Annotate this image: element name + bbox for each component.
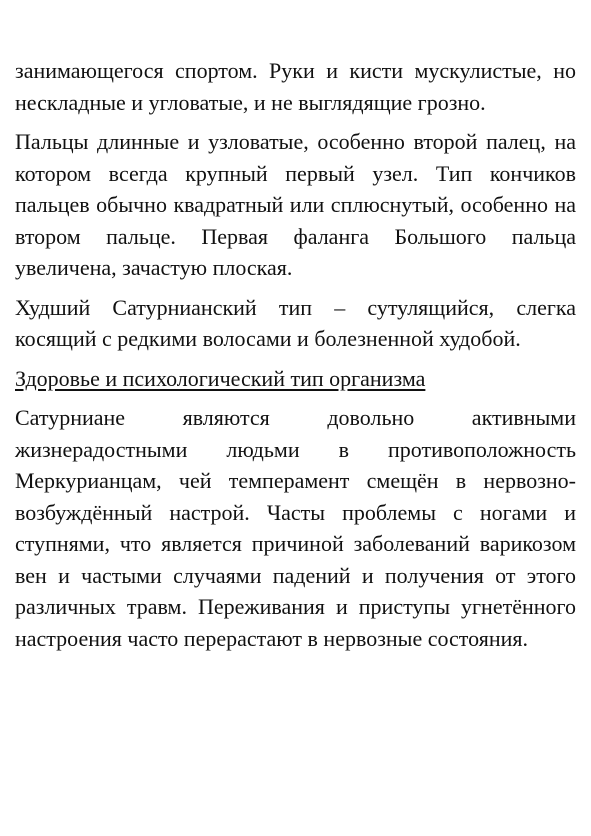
section-heading: Здоровье и психологический тип организма bbox=[15, 365, 426, 391]
paragraph-health: Сатурниане являются довольно активными жизнерадостными людьми в противоположность Меркурианцам, чей темперамент смещён в нервозно-возбуждённый настрой. Часты проблемы с ногами и ступнями, что является причиной заболеваний варикозом вен и частыми случаями падений и получения от этого различных травм. Переживания и приступы угнетённого настроения часто перерастают в нервозные состояния. bbox=[15, 405, 576, 651]
paragraph-fingers: Пальцы длинные и узловатые, особенно второй палец, на котором всегда крупный первый узел. Тип кончиков пальцев обычно квадратный или сплюснутый, особенно на втором пальце. Первая фаланга Большого пальца увеличена, зачастую плоская. bbox=[15, 129, 576, 280]
document-page bbox=[15, 55, 576, 662]
paragraph-hands: занимающегося спортом. Руки и кисти мускулистые, но нескладные и угловатые, и не выглядящие грозно. bbox=[15, 58, 576, 115]
paragraph-worst-type: Худший Сатурнианский тип – сутулящийся, слегка косящий с редкими волосами и болезненной худобой. bbox=[15, 294, 576, 351]
